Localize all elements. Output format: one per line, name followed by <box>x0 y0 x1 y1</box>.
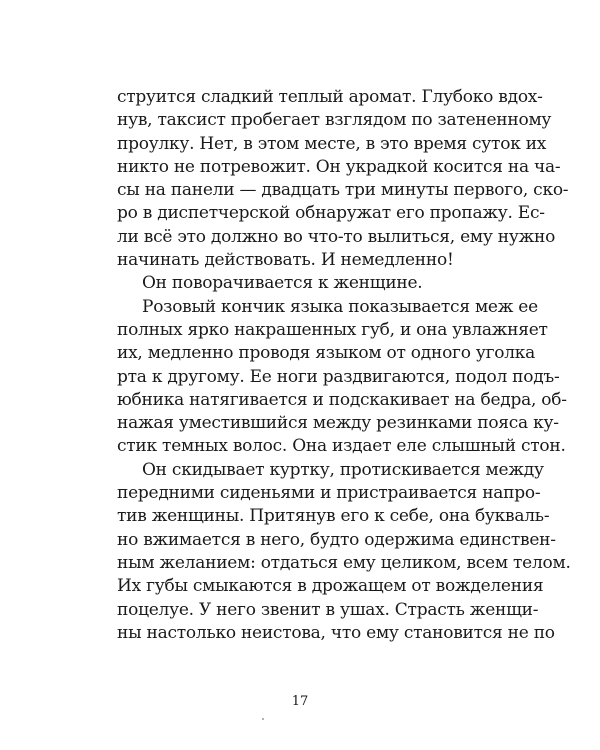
text-line: струится сладкий теплый аромат. Глубоко вдох- <box>117 87 543 107</box>
text-line: проулку. Нет, в этом месте, в это время суток их <box>117 133 547 154</box>
text-line: никто не потревожит. Он украдкой косится на ча- <box>117 156 561 177</box>
text-line: начинать действовать. И немедленно! <box>117 250 454 271</box>
text-line: но вжимается в него, будто одержима единствен- <box>117 529 556 550</box>
text-line: Розовый кончик языка показывается меж ее <box>142 296 538 317</box>
text-line: Их губы смыкаются в дрожащем от вожделения <box>117 576 544 597</box>
text-line: поцелуе. У него звенит в ушах. Страсть женщи- <box>117 599 539 620</box>
text-line: стик темных волос. Она издает еле слышный стон. <box>117 436 566 457</box>
text-line: нув, таксист пробегает взглядом по затененному <box>117 110 552 131</box>
text-line: ли всё это должно во что-то вылиться, ему нужно <box>117 226 556 247</box>
text-line: ны настолько неистова, что ему становится не по <box>117 622 555 643</box>
text-line: Он скидывает куртку, протискивается между <box>142 459 544 480</box>
text-line: юбника натягивается и подскакивает на бедра, об- <box>117 389 567 410</box>
text-line: рта к другому. Ее ноги раздвигаются, подол подъ- <box>117 366 560 387</box>
text-line: нажая уместившийся между резинками пояса ку- <box>117 413 559 434</box>
text-line: их, медленно проводя языком от одного уголка <box>117 343 536 364</box>
page-number: 17 <box>291 694 309 709</box>
text-line: тив женщины. Притянув его к себе, она букваль- <box>117 506 550 527</box>
text-line: ро в диспетчерской обнаружат его пропажу. Ес- <box>117 203 545 224</box>
text-line: Он поворачивается к женщине. <box>142 273 423 294</box>
text-line: ным желанием: отдаться ему целиком, всем телом. <box>117 552 571 573</box>
print-speck <box>262 718 264 720</box>
body-text <box>117 86 571 645</box>
text-line: сы на панели — двадцать три минуты первого, ско- <box>117 180 569 201</box>
text-line: передними сиденьями и пристраивается напро- <box>117 483 541 504</box>
text-line: полных ярко накрашенных губ, и она увлажняет <box>117 319 548 340</box>
